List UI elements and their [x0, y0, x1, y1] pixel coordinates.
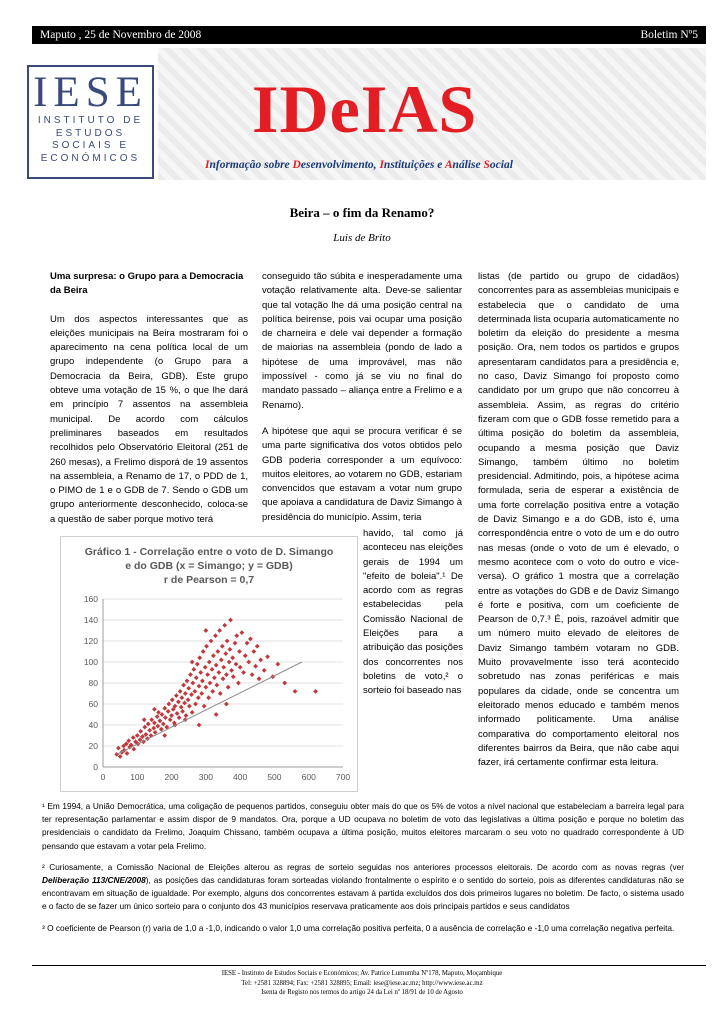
logo-line: ESTUDOS [55, 127, 126, 139]
data-point [243, 653, 248, 658]
bulletin-title: IDeIAS [252, 71, 478, 147]
data-point [206, 695, 211, 700]
subtitle-cap: I [205, 159, 210, 171]
data-point [208, 681, 213, 686]
subtitle-rest: nstituições e [383, 159, 445, 171]
data-point [161, 722, 166, 727]
issue-number: Boletim Nº5 [640, 29, 698, 41]
data-point [179, 695, 184, 700]
data-point [197, 655, 202, 660]
data-point [190, 681, 195, 686]
data-point [182, 701, 187, 706]
data-point [138, 729, 143, 734]
data-point [238, 665, 243, 670]
data-point [236, 681, 241, 686]
data-point [158, 718, 163, 723]
logo-line: ECONÓMICOS [40, 152, 141, 164]
data-point [199, 691, 204, 696]
data-point [245, 641, 250, 646]
x-tick-label: 0 [100, 772, 106, 782]
data-point [190, 660, 195, 665]
x-tick-label: 200 [164, 772, 179, 782]
data-point [224, 702, 229, 707]
data-point [237, 649, 242, 654]
section-heading: Uma surpresa: o Grupo para a Democracia da Beira [50, 271, 244, 297]
data-point [275, 662, 280, 667]
x-tick-label: 300 [198, 772, 213, 782]
y-tick-label: 0 [93, 762, 98, 772]
subtitle-rest: nálise [452, 159, 484, 171]
data-point [177, 715, 182, 720]
data-point [251, 649, 256, 654]
data-point [216, 670, 221, 675]
x-tick-label: 400 [233, 772, 248, 782]
paragraph: havido, tal como já aconteceu nas eleições gerais de 1994 um "efeito de boleia".¹ De acordo com as regras estabelecidas pela Comissão Nacional de Eleições para a atribuição das posições dos concorrentes nos boletins de voto,² o sorteio foi baseado nas [363, 528, 463, 697]
data-point [185, 679, 190, 684]
data-point [253, 664, 258, 669]
article-column-3 [478, 270, 679, 782]
data-point [258, 658, 263, 663]
footer-divider [32, 965, 706, 966]
data-point [147, 728, 152, 733]
data-point [227, 647, 232, 652]
footnote-3: ³ O coeficiente de Pearson (r) varia de 1,0 a -1,0, indicando o valor 1,0 uma correlação positiva perfeita, 0 a ausência de correlação e -1,0 uma correlação negativa perfeita. [42, 922, 675, 933]
data-point [169, 713, 174, 718]
data-point [178, 689, 183, 694]
data-point [181, 683, 186, 688]
data-point [203, 685, 208, 690]
data-point [191, 667, 196, 672]
chart-title-line: e do GDB (x = Simango; y = GDB) [125, 560, 293, 572]
data-point [217, 628, 222, 633]
data-point [174, 693, 179, 698]
data-point [226, 685, 231, 690]
subtitle-cap: D [292, 159, 301, 171]
data-point [197, 723, 202, 728]
data-point [116, 746, 121, 751]
data-point [200, 679, 205, 684]
data-point [196, 695, 201, 700]
issue-header-bar [32, 26, 706, 44]
data-point [183, 691, 188, 696]
data-point [265, 654, 270, 659]
chart-trendline [117, 662, 302, 754]
bulletin-subtitle [205, 159, 513, 171]
data-point [214, 663, 219, 668]
footnote-2-text: ), as posições das candidaturas foram sorteadas violando frontalmente o espírito e o sentido do sorteio, pois as diferentes candidaturas não se encontravam em situação de igualdade. Por exemplo, alguns dos concorrentes estavam à partida excluídos dos dois primeiros lugares no boletim. De facto, o sistema usado e o facto de se fazer um único sorteio para o conjunto dos 43 municípios reservava praticamente aos dois principais partidos e seus candidatos [42, 875, 684, 912]
data-point [203, 665, 208, 670]
data-point [205, 672, 210, 677]
data-point [214, 683, 219, 688]
data-point [246, 660, 251, 665]
data-point [234, 662, 239, 667]
data-point [241, 670, 246, 675]
data-point [201, 649, 206, 654]
data-point [293, 689, 298, 694]
y-tick-label: 80 [88, 678, 98, 688]
data-point [228, 618, 233, 623]
data-point [210, 689, 215, 694]
y-tick-label: 120 [83, 636, 98, 646]
page-footer [0, 969, 724, 998]
data-point [131, 735, 136, 740]
subtitle-cap: I [379, 159, 384, 171]
y-tick-label: 100 [83, 657, 98, 667]
data-point [211, 653, 216, 658]
data-point [257, 676, 262, 681]
data-point [282, 681, 287, 686]
data-point [220, 644, 225, 649]
chart-grid [103, 599, 343, 767]
logo-acronym: IESE [33, 69, 148, 116]
scatter-chart-svg [61, 537, 357, 791]
data-point [213, 633, 218, 638]
paragraph: Um dos aspectos interessantes que as eleições municipais na Beira mostraram foi o aparecimento na cena política local de um grupo independente (o Grupo para a Democracia da Beira, GDB). Este grupo obteve uma votação de 15 %, o que lhe dará em princípio 7 assentos na assembleia municipal. De acordo com cálculos preliminares baseados em resultados recolhidos pelo Observatório Eleitoral (251 de 260 mesas), a Frelimo disporá de 19 assentos na assembleia, a Renamo de 17, o PDD de 1, o PIMO de 1 e o GDB de 7. Sendo o GDB um grupo anteriormente desconhecido, coloca-se a questão de saber porque motivo terá [50, 313, 248, 525]
data-point [262, 668, 267, 673]
data-point [152, 707, 157, 712]
data-point [166, 709, 171, 714]
data-point [186, 686, 191, 691]
data-point [184, 713, 189, 718]
footer-registration: Isenta de Registo nos termos do artigo 24 da Lei nº 18/91 de 10 de Agosto [261, 989, 463, 996]
footnote-2-reference: Deliberação 113/CNE/2008 [42, 875, 146, 886]
footnote-2 [42, 861, 684, 914]
data-point [180, 709, 185, 714]
paragraph: A hipótese que aqui se procura verificar é se uma parte significativa dos votos obtidos pelo GDB poderia corresponder a um equívoco: muitos eleitores, ao votarem no GDB, estariam convencidos que estavam a votar num grupo que apoiava a candidatura de Daviz Simango à presidência do município. Assim, teria [262, 425, 462, 523]
data-point [212, 675, 217, 680]
data-point [202, 704, 207, 709]
data-point [186, 697, 191, 702]
iese-logo [27, 65, 154, 179]
article-author: Luis de Brito [333, 232, 391, 244]
subtitle-rest: nformação sobre [209, 159, 293, 171]
data-point [142, 725, 147, 730]
data-point [204, 644, 209, 649]
data-point [194, 675, 199, 680]
y-tick-label: 60 [88, 699, 98, 709]
data-point [162, 706, 167, 711]
data-point [255, 644, 260, 649]
data-point [142, 717, 147, 722]
data-point [152, 721, 157, 726]
data-point [195, 662, 200, 667]
data-point [149, 717, 154, 722]
data-point [203, 628, 208, 633]
data-point [225, 639, 230, 644]
data-point [214, 712, 219, 717]
data-point [175, 711, 180, 716]
y-tick-label: 160 [83, 594, 98, 604]
data-point [189, 692, 194, 697]
footer-address: IESE - Instituto de Estudos Sociais e Económicos; Av. Patrice Lumumba Nº178, Maputo, Moçambique [221, 970, 503, 977]
x-tick-label: 500 [267, 772, 282, 782]
data-point [155, 714, 160, 719]
y-tick-label: 140 [83, 615, 98, 625]
x-tick-label: 100 [130, 772, 145, 782]
data-point [230, 655, 235, 660]
article-column-1 [50, 270, 248, 539]
chart-axes [84, 594, 351, 782]
data-point [224, 672, 229, 677]
data-point [193, 702, 198, 707]
data-point [215, 649, 220, 654]
data-point [223, 651, 228, 656]
data-point [227, 660, 232, 665]
subtitle-cap: A [444, 159, 453, 171]
issue-date: Maputo , 25 de Novembro de 2008 [40, 29, 202, 41]
data-point [162, 733, 167, 738]
data-point [250, 672, 255, 677]
subtitle-rest: esenvolvimento, [300, 159, 380, 171]
article-column-2-narrow [363, 527, 463, 711]
trend-line [117, 662, 302, 754]
data-point [168, 717, 173, 722]
data-point [209, 639, 214, 644]
data-point [248, 637, 253, 642]
x-tick-label: 700 [335, 772, 351, 782]
data-point [313, 689, 318, 694]
scatter-chart [60, 536, 358, 792]
data-point [239, 630, 244, 635]
article-column-2 [262, 270, 462, 537]
data-point [231, 674, 236, 679]
chart-title-line: Gráfico 1 - Correlação entre o voto de D. Simango [84, 546, 334, 558]
data-point [135, 733, 140, 738]
data-point [163, 715, 168, 720]
data-point [210, 667, 215, 672]
chart-points [114, 618, 318, 759]
data-point [125, 751, 130, 756]
data-point [166, 702, 171, 707]
data-point [131, 747, 136, 752]
logo-line: SOCIAIS E [51, 140, 129, 151]
footnote-1: ¹ Em 1994, a União Democrática, uma coligação de pequenos partidos, conseguiu obter mais do que os 5% de votos a nível nacional que estabeleciam a barreira legal para ter representação parlamentar e assim dispor de 9 mandatos. Ora, porque a UD ocupava no boletim de voto das legislativas a última posição e porque no boletim das presidenciais o candidato da Frelimo, Joaquim Chissano, também ocupava a última posição, muitos eleitores marcaram o seu voto no quadrado correspondente à UD pensando que estavam a votar pela Frelimo. [42, 801, 684, 851]
data-point [192, 689, 197, 694]
data-point [207, 660, 212, 665]
subtitle-cap: S [483, 159, 490, 171]
data-point [176, 700, 181, 705]
footnote-2-text: ² Curiosamente, a Comissão Nacional de Eleições alterou as regras de sorteio seguidas nos anteriores processos eleitorais. De acordo com as novas regras (ver [42, 861, 684, 872]
data-point [151, 726, 156, 731]
logo-line: INSTITUTO DE [37, 115, 144, 126]
data-point [170, 697, 175, 702]
paragraph: conseguido tão súbita e inesperadamente uma votação relativamente alta. Deve-se salientar que tal votação lhe dá uma posição central na política beirense, pois vai ocupar uma posição de charneira e dele vai depender a formação de maiorias na assembleia (pondo de lado a hipótese de uma improvável, mas não impossível - como já se viu no final do mandato passado – aliança entre a Frelimo e a Renamo). [262, 271, 462, 411]
data-point [187, 704, 192, 709]
data-point [197, 684, 202, 689]
data-point [219, 658, 224, 663]
data-point [155, 724, 160, 729]
data-point [146, 722, 151, 727]
data-point [221, 676, 226, 681]
article-title: Beira – o fim da Renamo? [289, 205, 435, 220]
footnotes [42, 800, 684, 943]
data-point [233, 641, 238, 646]
paragraph: listas (de partido ou grupo de cidadãos) concorrentes para as assembleias municipais e estabelecia que o candidato de uma determinada lista ocuparia automaticamente no boletim da eleição do presidente a mesma posição. Ora, nem todos os partidos e grupos apresentaram candidatos para a presidência e, no caso, Daviz Simango foi proposto como candidato por um grupo que não concorreu à assembleia. Assim, as regras do critério fizeram com que o GDB fosse remetido para a última posição do boletim da assembleia, ocupando a mesma posição que Daviz Simango, também último no boletim presidencial. Admitindo, pois, a hipótese acima formulada, seria de esperar a existência de uma forte correlação positiva entre a votação de Daviz Simango e a do GDB, isto é, uma correspondência entre o voto de um e do outro nas mesas (onde o voto de um é elevado, o mesmo acontece com o voto do outro e vice-versa). O gráfico 1 mostra que a correlação entre as votações do GDB e de Daviz Simango é forte e positiva, com um coeficiente de Pearson de 0,7.³ É, pois, razoável admitir que um número muito elevado de eleitores de Daviz Simango também votaram no GDB. Muito provavelmente isso terá acontecido sobretudo nas zonas periféricas e mais populares da cidade, onde se concentra um eleitorado menos educado e também menos informado politicamente. Uma análise comparativa do comportamento eleitoral nos diferentes bairros da Beira, que não cabe aqui fazer, irá certamente confirmar esta leitura. [478, 271, 679, 769]
data-point [190, 710, 195, 715]
x-tick-label: 600 [301, 772, 316, 782]
data-point [234, 633, 239, 638]
data-point [198, 670, 203, 675]
data-point [222, 623, 227, 628]
chart-annotation: r de Pearson = 0,7 [163, 574, 255, 586]
data-point [229, 668, 234, 673]
footer-contacts: Tel: +2581 328894; Fax: +2581 328895; Email: iese@iese.ac.mz; http://www.iese.ac.mz [241, 979, 483, 987]
subtitle-rest: ocial [489, 159, 513, 171]
data-point [221, 665, 226, 670]
data-point [218, 691, 223, 696]
data-point [188, 672, 193, 677]
y-tick-label: 40 [88, 720, 98, 730]
y-tick-label: 20 [88, 741, 98, 751]
data-point [179, 705, 184, 710]
